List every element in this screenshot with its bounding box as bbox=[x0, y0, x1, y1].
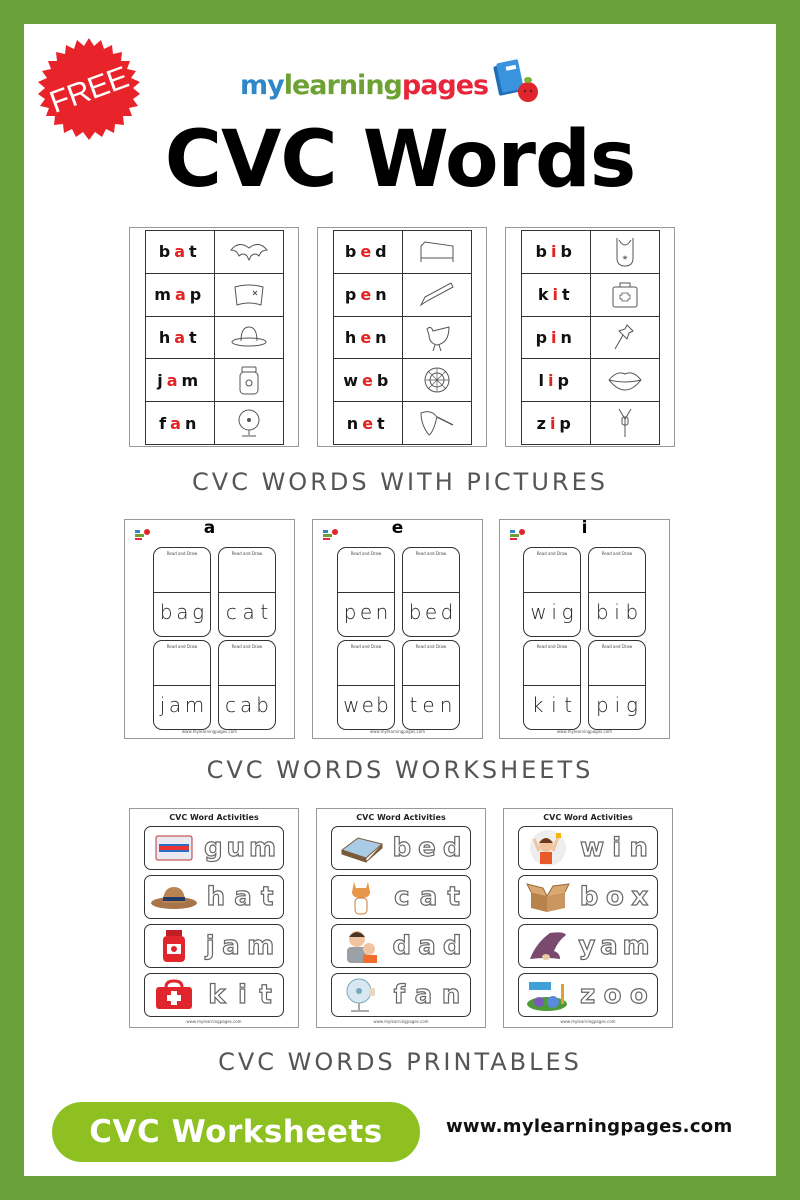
cvc-word: h a t bbox=[146, 317, 215, 359]
table-row bbox=[334, 317, 471, 360]
printable-footer-url: www.mylearningpages.com bbox=[373, 1019, 429, 1024]
book-apple-icon bbox=[490, 58, 542, 104]
read-draw-box: Read and Draw c a b bbox=[218, 640, 276, 730]
website-link[interactable]: www.mylearningpages.com bbox=[446, 1116, 733, 1137]
activity-row: b o x bbox=[518, 875, 658, 919]
worksheet-footer-url: www.mylearningpages.com bbox=[181, 729, 238, 734]
activity-row: b e d bbox=[331, 826, 471, 870]
page-title: CVC Words bbox=[164, 115, 636, 205]
activity-row: y a m bbox=[518, 924, 658, 968]
table-row bbox=[522, 402, 659, 444]
lips-icon bbox=[591, 359, 660, 401]
read-draw-box: Read and Draw b a g bbox=[153, 547, 211, 637]
printable-card-2[interactable] bbox=[316, 808, 486, 1028]
box-icon bbox=[519, 878, 577, 916]
vowel-heading: e bbox=[391, 518, 404, 538]
table-row bbox=[146, 231, 283, 274]
first-aid-kit-icon bbox=[591, 274, 660, 316]
bed-icon bbox=[332, 829, 390, 867]
read-draw-box: Read and Draw b i b bbox=[588, 547, 646, 637]
read-draw-box: Read and Draw b e d bbox=[402, 547, 460, 637]
table-row bbox=[146, 317, 283, 360]
activity-row: k i t bbox=[144, 973, 284, 1017]
dad-icon bbox=[332, 927, 390, 965]
jam-jar-icon bbox=[145, 927, 203, 965]
printable-title: CVC Word Activities bbox=[169, 813, 259, 822]
cvc-word: w e b bbox=[334, 359, 403, 401]
cvc-word: h e n bbox=[334, 317, 403, 359]
straw-hat-icon bbox=[145, 878, 203, 916]
activity-row: j a m bbox=[144, 924, 284, 968]
cat-icon bbox=[332, 878, 390, 916]
cvc-worksheets-button[interactable]: CVC Worksheets bbox=[52, 1102, 420, 1162]
table-row bbox=[522, 274, 659, 317]
read-draw-box: Read and Draw c a t bbox=[218, 547, 276, 637]
site-logo[interactable] bbox=[240, 60, 542, 104]
word-picture-table bbox=[521, 230, 660, 445]
activity-row: w i n bbox=[518, 826, 658, 870]
read-draw-box: Read and Draw p e n bbox=[337, 547, 395, 637]
logo-pages: pages bbox=[401, 70, 489, 101]
map-icon bbox=[215, 274, 284, 316]
printable-title: CVC Word Activities bbox=[356, 813, 446, 822]
zoo-icon bbox=[519, 976, 577, 1014]
yam-icon bbox=[519, 927, 577, 965]
worksheet-footer-url: www.mylearningpages.com bbox=[369, 729, 426, 734]
fan-icon bbox=[215, 402, 284, 444]
read-draw-box: Read and Draw j a m bbox=[153, 640, 211, 730]
picture-card-e[interactable] bbox=[317, 227, 487, 447]
first-aid-kit-icon bbox=[145, 976, 203, 1014]
printable-title: CVC Word Activities bbox=[543, 813, 633, 822]
worksheet-card-a[interactable] bbox=[124, 519, 295, 739]
zipper-icon bbox=[591, 402, 660, 444]
word-picture-table bbox=[333, 230, 472, 445]
table-row bbox=[146, 274, 283, 317]
cvc-word: p i n bbox=[522, 317, 591, 359]
table-row bbox=[522, 317, 659, 360]
activity-row: z o o bbox=[518, 973, 658, 1017]
table-row bbox=[334, 274, 471, 317]
worksheet-card-i[interactable] bbox=[499, 519, 670, 739]
word-picture-table bbox=[145, 230, 284, 445]
activity-row: d a d bbox=[331, 924, 471, 968]
cvc-word: b a t bbox=[146, 231, 215, 273]
printable-card-1[interactable] bbox=[129, 808, 299, 1028]
activity-row: h a t bbox=[144, 875, 284, 919]
fan-icon bbox=[332, 976, 390, 1014]
bed-icon bbox=[403, 231, 472, 273]
read-draw-box: Read and Draw t e n bbox=[402, 640, 460, 730]
cvc-word: k i t bbox=[522, 274, 591, 316]
section-label-pictures: CVC WORDS WITH PICTURES bbox=[192, 468, 608, 496]
cvc-word: n e t bbox=[334, 402, 403, 444]
hen-icon bbox=[403, 317, 472, 359]
picture-card-a[interactable] bbox=[129, 227, 299, 447]
bubble-gum-icon bbox=[145, 829, 203, 867]
read-draw-box: Read and Draw w i g bbox=[523, 547, 581, 637]
worksheet-footer-url: www.mylearningpages.com bbox=[556, 729, 613, 734]
net-icon bbox=[403, 402, 472, 444]
worksheet-card-e[interactable] bbox=[312, 519, 483, 739]
table-row bbox=[334, 231, 471, 274]
free-label: FREE bbox=[44, 59, 133, 120]
activity-row: f a n bbox=[331, 973, 471, 1017]
logo-wordmark bbox=[240, 68, 488, 104]
cvc-word: j a m bbox=[146, 359, 215, 401]
vowel-heading: i bbox=[581, 518, 588, 538]
table-row bbox=[146, 359, 283, 402]
jam-jar-icon bbox=[215, 359, 284, 401]
table-row bbox=[334, 402, 471, 444]
section-label-worksheets: CVC WORDS WORKSHEETS bbox=[206, 756, 594, 784]
printable-footer-url: www.mylearningpages.com bbox=[560, 1019, 616, 1024]
cvc-word: m a p bbox=[146, 274, 215, 316]
vowel-heading: a bbox=[203, 518, 216, 538]
table-row bbox=[334, 359, 471, 402]
table-row bbox=[522, 359, 659, 402]
cvc-word: l i p bbox=[522, 359, 591, 401]
logo-learning: learning bbox=[283, 70, 402, 101]
activity-row: c a t bbox=[331, 875, 471, 919]
cvc-word: b e d bbox=[334, 231, 403, 273]
table-row bbox=[522, 231, 659, 274]
bib-icon bbox=[591, 231, 660, 273]
read-draw-box: Read and Draw k i t bbox=[523, 640, 581, 730]
spider-web-icon bbox=[403, 359, 472, 401]
cvc-word: p e n bbox=[334, 274, 403, 316]
picture-card-i[interactable] bbox=[505, 227, 675, 447]
logo-my: my bbox=[240, 70, 284, 101]
cvc-word: f a n bbox=[146, 402, 215, 444]
activity-row: g u m bbox=[144, 826, 284, 870]
bat-icon bbox=[215, 231, 284, 273]
read-draw-box: Read and Draw p i g bbox=[588, 640, 646, 730]
section-label-printables: CVC WORDS PRINTABLES bbox=[218, 1048, 582, 1076]
table-row bbox=[146, 402, 283, 444]
pen-icon bbox=[403, 274, 472, 316]
printable-card-3[interactable] bbox=[503, 808, 673, 1028]
winner-boy-icon bbox=[519, 829, 577, 867]
cvc-word: b i b bbox=[522, 231, 591, 273]
printable-footer-url: www.mylearningpages.com bbox=[186, 1019, 242, 1024]
read-draw-box: Read and Draw w e b bbox=[337, 640, 395, 730]
cvc-word: z i p bbox=[522, 402, 591, 444]
hat-icon bbox=[215, 317, 284, 359]
push-pin-icon bbox=[591, 317, 660, 359]
